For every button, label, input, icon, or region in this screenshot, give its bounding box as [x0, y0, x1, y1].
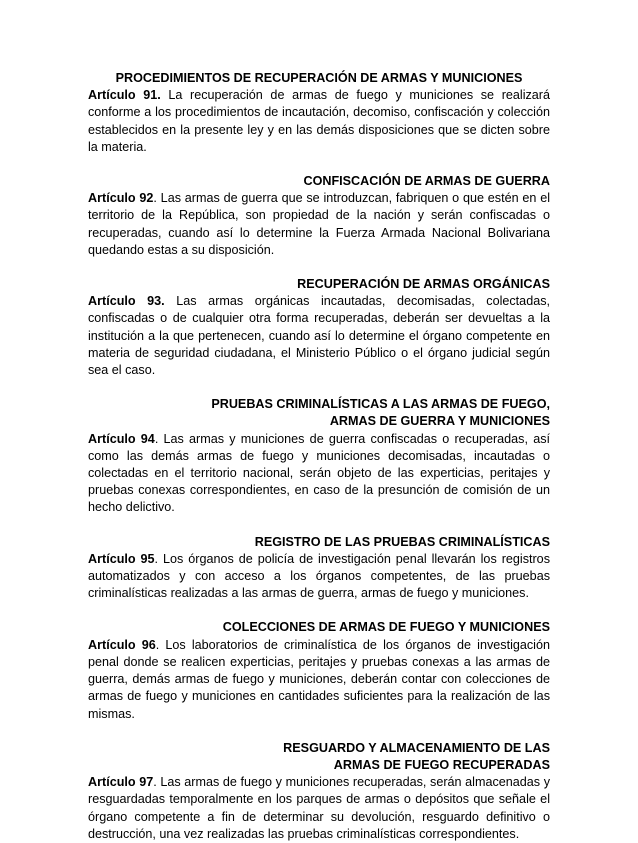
paragraph-gap [88, 379, 550, 396]
heading-line: ARMAS DE GUERRA Y MUNICIONES [329, 414, 550, 429]
heading-line: ARMAS DE FUEGO RECUPERADAS [333, 757, 550, 772]
paragraph-gap [88, 723, 550, 740]
paragraph-gap [88, 517, 550, 534]
heading-line: RESGUARDO Y ALMACENAMIENTO DE LAS [283, 740, 550, 755]
heading-line: REGISTRO DE LAS PRUEBAS CRIMINALÍSTICAS [254, 534, 550, 549]
section-art-95 [88, 534, 550, 603]
article-paragraph [88, 637, 550, 723]
section-heading [88, 534, 550, 551]
paragraph-gap [88, 156, 550, 173]
section-art-91 [88, 70, 550, 156]
section-art-93 [88, 276, 550, 379]
heading-line: COLECCIONES DE ARMAS DE FUEGO Y MUNICIONES [222, 620, 550, 635]
article-text: . Las armas de fuego y municiones recuperadas, serán almacenadas y resguardadas temporalmente en los parques de armas o depósitos que señale el órgano competente a fin de determinar su devolución, resguardo definitivo o destrucción, una vez realizadas las pruebas criminalísticas correspondientes. [88, 775, 550, 841]
document-page [88, 70, 550, 843]
heading-line: PRUEBAS CRIMINALÍSTICAS A LAS ARMAS DE FUEGO, [211, 397, 550, 412]
article-text: Las armas orgánicas incautadas, decomisadas, colectadas, confiscadas o de cualquier otra forma recuperadas, deberán ser devueltas a la institución a la que pertenecen, cuando así lo determine el órgano competente en materia de seguridad ciudadana, el Ministerio Público o el órgano judicial según sea el caso. [88, 294, 550, 378]
article-text: . Las armas de guerra que se introduzcan, fabriquen o que estén en el territorio de la República, son propiedad de la nación y serán confiscadas o recuperadas, cuando así lo determine la Fuerza Armada Nacional Bolivariana quedando estas a su disposición. [88, 191, 550, 257]
article-paragraph [88, 190, 550, 259]
section-heading [88, 619, 550, 636]
article-paragraph [88, 87, 550, 156]
article-paragraph [88, 431, 550, 517]
heading-line: CONFISCACIÓN DE ARMAS DE GUERRA [303, 174, 550, 189]
heading-line: PROCEDIMIENTOS DE RECUPERACIÓN DE ARMAS Y MUNICIONES [115, 71, 523, 85]
section-art-94 [88, 396, 550, 516]
section-art-96 [88, 619, 550, 722]
article-number: Artículo 94 [88, 431, 155, 446]
article-paragraph [88, 293, 550, 379]
article-text: La recuperación de armas de fuego y municiones se realizará conforme a los procedimientos de incautación, decomiso, confiscación y colección establecidos en la presente ley y en las demás disposiciones que se dicten sobre la materia. [88, 88, 550, 154]
article-number: Artículo 96 [88, 637, 156, 652]
article-number: Artículo 92 [88, 191, 154, 206]
article-paragraph [88, 551, 550, 603]
article-number: Artículo 95 [88, 551, 155, 566]
article-number: Artículo 93. [88, 294, 165, 309]
section-heading [88, 396, 550, 430]
article-number: Artículo 97 [88, 775, 154, 790]
article-text: . Las armas y municiones de guerra confiscadas o recuperadas, así como las demás armas de fuego y municiones decomisadas, incautadas o colectadas en el territorio nacional, serán objeto de las experticias, peritajes y pruebas conexas correspondientes, en caso de la presunción de comisión de un hecho delictivo. [88, 431, 550, 515]
paragraph-gap [88, 602, 550, 619]
section-heading [88, 173, 550, 190]
article-text: . Los laboratorios de criminalística de los órganos de investigación penal donde se realicen experticias, peritajes y pruebas conexas a las armas de guerra, demás armas de fuego y municiones, deberán contar con colecciones de armas de fuego y municiones en cantidades suficientes para la realización de las mismas. [88, 637, 550, 721]
article-number: Artículo 91. [88, 88, 161, 103]
section-art-97 [88, 740, 550, 843]
section-art-92 [88, 173, 550, 259]
article-paragraph [88, 774, 550, 843]
paragraph-gap [88, 259, 550, 276]
article-text: . Los órganos de policía de investigación penal llevarán los registros automatizados y con acceso a los órganos competentes, de las pruebas criminalísticas realizadas a las armas de guerra, armas de fuego y municiones. [88, 551, 550, 601]
heading-line: RECUPERACIÓN DE ARMAS ORGÁNICAS [297, 277, 550, 292]
section-heading [88, 70, 550, 87]
section-heading [88, 740, 550, 774]
section-heading [88, 276, 550, 293]
